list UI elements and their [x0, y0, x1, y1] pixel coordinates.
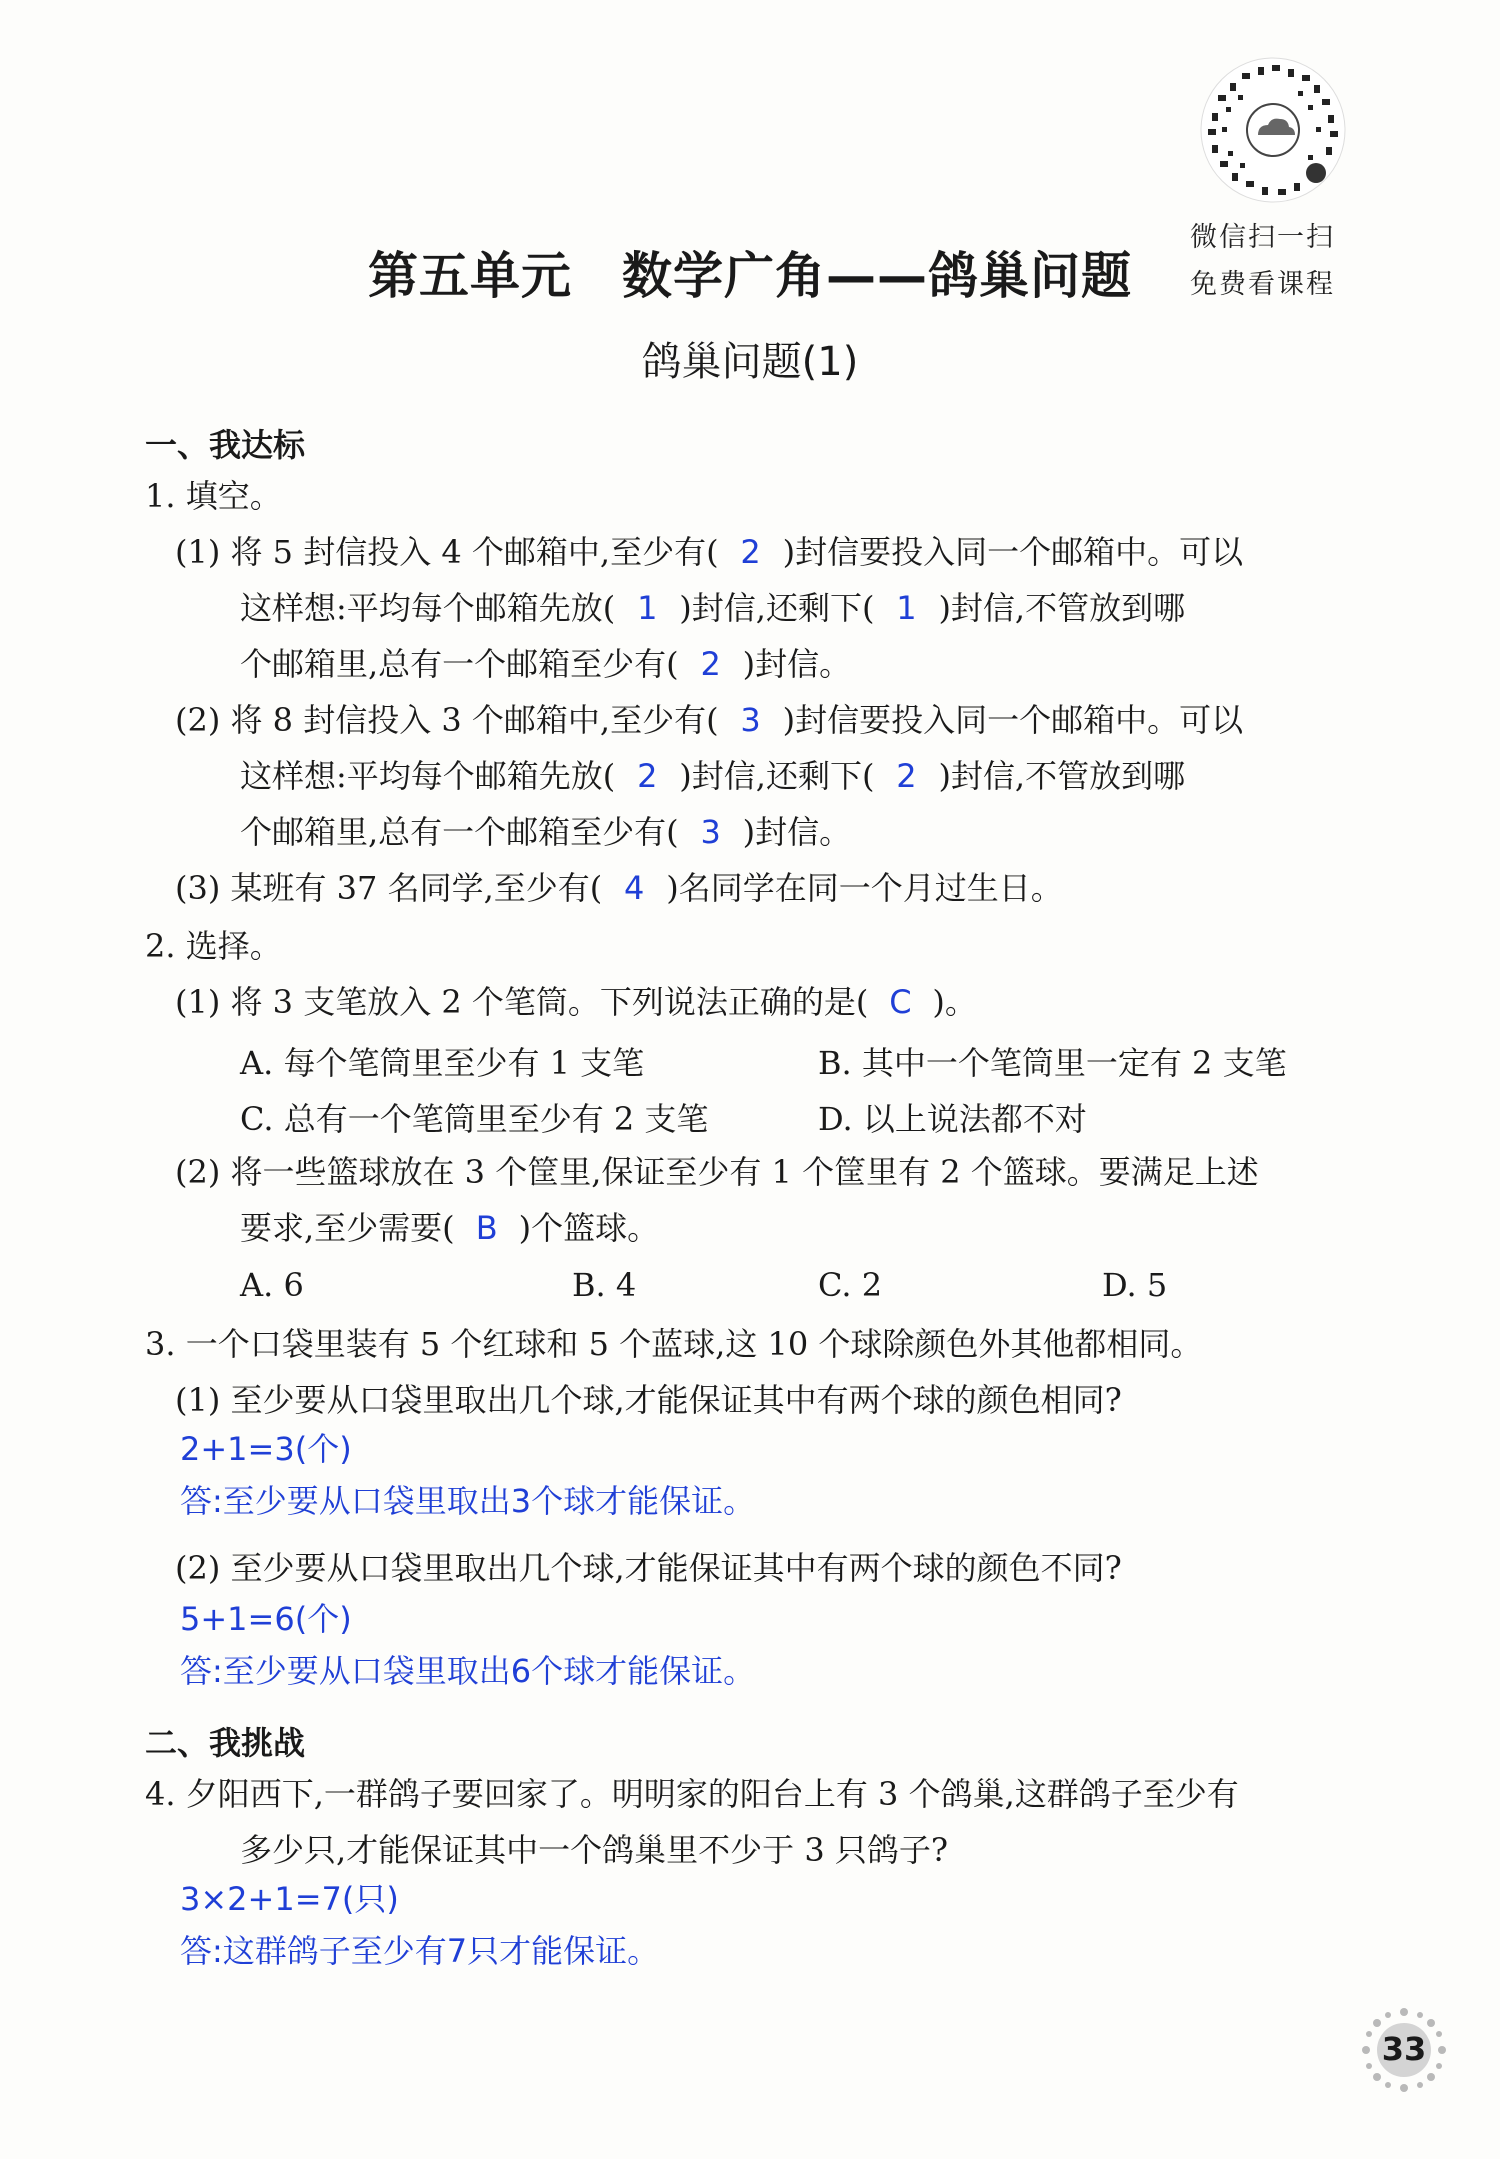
answer: B — [475, 1209, 498, 1247]
qr-caption-1: 微信扫一扫 — [1190, 222, 1335, 253]
q4-line1: 4. 夕阳西下,一群鸽子要回家了。明明家的阳台上有 3 个鸽巢,这群鸽子至少有 — [145, 1775, 1239, 1813]
q1-p2-line2: 这样想:平均每个邮箱先放( 2 )封信,还剩下( 2 )封信,不管放到哪 — [240, 757, 1186, 795]
section-title-1: 一、我达标 — [145, 426, 306, 464]
page-number: 33 — [1381, 2030, 1427, 2068]
answer: 3 — [740, 701, 761, 739]
option-b: B. 其中一个笔筒里一定有 2 支笔 — [818, 1044, 1287, 1082]
option-a: A. 6 — [240, 1266, 304, 1304]
q1-label: 1. 填空。 — [145, 477, 282, 515]
q1-p2-line1: (2) 将 8 封信投入 3 个邮箱中,至少有( 3 )封信要投入同一个邮箱中。可以 — [175, 701, 1244, 739]
title-topic: 数学广角——鸽巢问题 — [622, 247, 1132, 305]
q3-p1-answer: 答:至少要从口袋里取出3个球才能保证。 — [180, 1482, 756, 1520]
q4-line2: 多少只,才能保证其中一个鸽巢里不少于 3 只鸽子? — [240, 1831, 949, 1869]
q1-p1-line1: (1) 将 5 封信投入 4 个邮箱中,至少有( 2 )封信要投入同一个邮箱中。可以 — [175, 533, 1244, 571]
answer: 2 — [637, 757, 658, 795]
qr-caption-2: 免费看课程 — [1190, 269, 1335, 300]
answer: C — [889, 983, 912, 1021]
option-d: D. 5 — [1102, 1266, 1168, 1304]
answer: 2 — [700, 645, 721, 683]
q3-p1-question: (1) 至少要从口袋里取出几个球,才能保证其中有两个球的颜色相同? — [175, 1381, 1122, 1419]
q3-p2-question: (2) 至少要从口袋里取出几个球,才能保证其中有两个球的颜色不同? — [175, 1549, 1122, 1587]
option-c: C. 总有一个笔筒里至少有 2 支笔 — [240, 1100, 709, 1138]
answer: 1 — [637, 589, 658, 627]
q1-p1-line3: 个邮箱里,总有一个邮箱至少有( 2 )封信。 — [240, 645, 852, 683]
option-d: D. 以上说法都不对 — [818, 1100, 1087, 1138]
section-title-2: 二、我挑战 — [145, 1724, 306, 1762]
q4-answer: 答:这群鸽子至少有7只才能保证。 — [180, 1932, 660, 1970]
answer: 2 — [740, 533, 761, 571]
option-c: C. 2 — [818, 1266, 883, 1304]
option-b: B. 4 — [572, 1266, 637, 1304]
option-a: A. 每个笔筒里至少有 1 支笔 — [240, 1044, 645, 1082]
q2-p1: (1) 将 3 支笔放入 2 个笔筒。下列说法正确的是( C )。 — [175, 983, 977, 1021]
q2-p2-line1: (2) 将一些篮球放在 3 个筐里,保证至少有 1 个筐里有 2 个篮球。要满足上述 — [175, 1153, 1259, 1191]
q3-p1-calc: 2+1=3(个) — [180, 1430, 352, 1468]
q1-p1-line2: 这样想:平均每个邮箱先放( 1 )封信,还剩下( 1 )封信,不管放到哪 — [240, 589, 1186, 627]
page-subtitle: 鸽巢问题(1) — [641, 339, 859, 385]
q1-p2-line3: 个邮箱里,总有一个邮箱至少有( 3 )封信。 — [240, 813, 852, 851]
q3-p2-calc: 5+1=6(个) — [180, 1600, 352, 1638]
q3-p2-answer: 答:至少要从口袋里取出6个球才能保证。 — [180, 1652, 756, 1690]
answer: 1 — [896, 589, 917, 627]
q1-p3: (3) 某班有 37 名同学,至少有( 4 )名同学在同一个月过生日。 — [175, 869, 1063, 907]
q2-p2-line2: 要求,至少需要( B )个篮球。 — [240, 1209, 660, 1247]
page-title — [0, 236, 1500, 308]
title-unit: 第五单元 — [368, 247, 572, 305]
answer: 3 — [700, 813, 721, 851]
answer: 2 — [896, 757, 917, 795]
q2-label: 2. 选择。 — [145, 927, 282, 965]
answer: 4 — [624, 869, 645, 907]
qr-code[interactable] — [1198, 55, 1348, 205]
q3-label: 3. 一个口袋里装有 5 个红球和 5 个蓝球,这 10 个球除颜色外其他都相同。 — [145, 1325, 1203, 1363]
q4-calc: 3×2+1=7(只) — [180, 1880, 399, 1918]
